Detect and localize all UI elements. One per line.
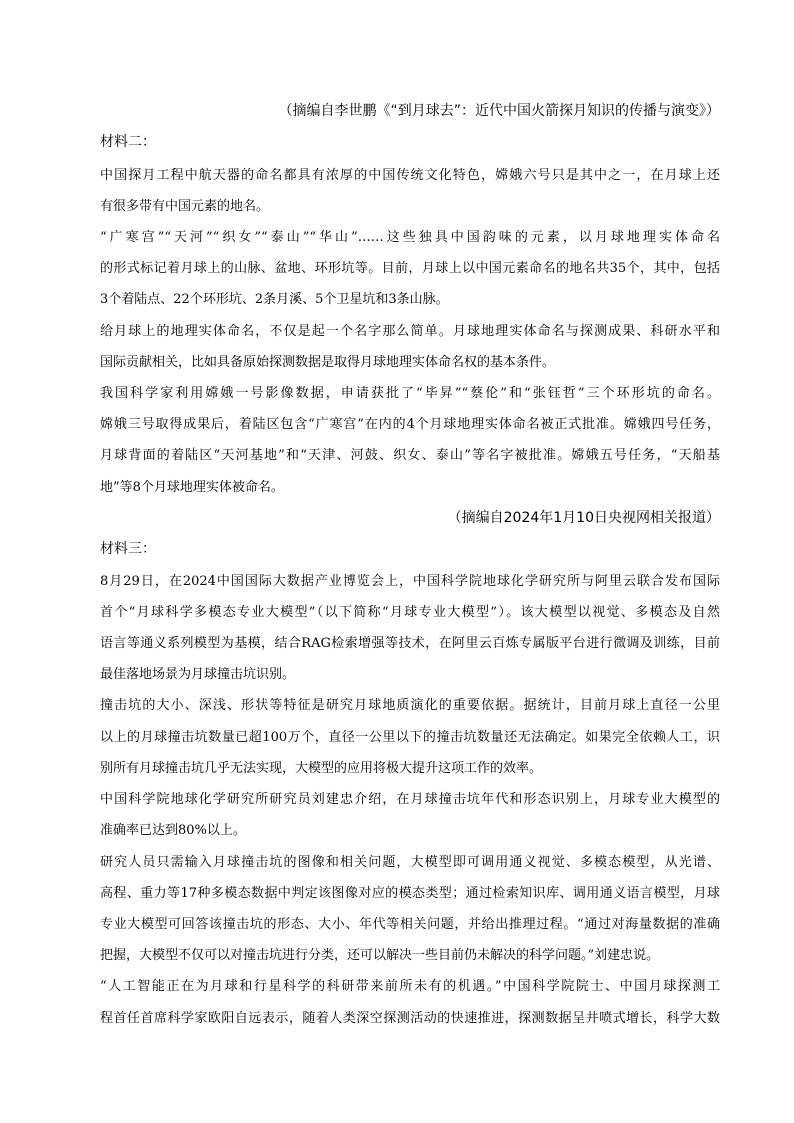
paragraph-line: 8月29日，在2024中国国际大数据产业博览会上，中国科学院地球化学研究所与阿里云联合发布国际 <box>100 574 720 589</box>
source-citation-2: （摘编自2024年1月10日央视网相关报道） <box>447 510 720 526</box>
paragraph-line: 首个“月球科学多模态专业大模型”（以下简称“月球专业大模型”）。该大模型以视觉、多模态及自然 <box>100 605 720 620</box>
paragraph-line: 中国探月工程中航天器的命名都具有浓厚的中国传统文化特色，嫦娥六号只是其中之一，在月球上还 <box>100 168 720 183</box>
material-3-heading: 材料三： <box>100 541 156 557</box>
paragraph-line: 月球背面的着陆区“天河基地”和“天津、河鼓、织女、泰山”等名字被批准。嫦娥五号任务，“天船基 <box>100 448 720 463</box>
paragraph-line: 给月球上的地理实体命名，不仅是起一个名字那么简单。月球地理实体命名与探测成果、科研水平和 <box>100 324 720 339</box>
paragraph-line: 以上的月球撞击坑数量已超100万个，直径一公里以下的撞击坑数量还无法确定。如果完全依赖人工，识 <box>100 730 720 745</box>
paragraph-line: 高程、重力等17种多模态数据中判定该图像对应的模态类型；通过检索知识库、调用通义语言模型，月球 <box>100 886 720 901</box>
paragraph-line: 嫦娥三号取得成果后，着陆区包含“广寒宫”在内的4个月球地理实体命名被正式批准。嫦娥四号任务， <box>100 417 720 432</box>
paragraph-line: “人工智能正在为月球和行星科学的科研带来前所未有的机遇。”中国科学院院士、中国月球探测工 <box>100 979 720 994</box>
paragraph-line: 撞击坑的大小、深浅、形状等特征是研究月球地质演化的重要依据。据统计，目前月球上直径一公里 <box>100 698 720 713</box>
source-citation-1: （摘编自李世鹏《“到月球去”：近代中国火箭探月知识的传播与演变》） <box>278 103 720 119</box>
paragraph-line: 国际贡献相关，比如具备原始探测数据是取得月球地理实体命名权的基本条件。 <box>100 355 556 370</box>
paragraph-line: 有很多带有中国元素的地名。 <box>100 199 270 214</box>
paragraph-line: “广寒宫”“天河”“织女”“泰山”“华山”……这些独具中国韵味的元素，以月球地理实体命名 <box>100 230 720 245</box>
material-2-heading: 材料二： <box>100 134 156 150</box>
paragraph-line: 把握，大模型不仅可以对撞击坑进行分类，还可以解决一些目前仍未解决的科学问题。”刘建忠说。 <box>100 948 660 963</box>
paragraph-line: 专业大模型可回答该撞击坑的形态、大小、年代等相关问题，并给出推理过程。“通过对海量数据的准确 <box>100 917 720 932</box>
paragraph-line: 的形式标记着月球上的山脉、盆地、环形坑等。目前，月球上以中国元素命名的地名共35个，其中，包括 <box>100 261 720 276</box>
paragraph-line: 3个着陆点、22个环形坑、2条月溪、5个卫星坑和3条山脉。 <box>100 292 449 307</box>
paragraph-line: 中国科学院地球化学研究所研究员刘建忠介绍，在月球撞击坑年代和形态识别上，月球专业大模型的 <box>100 792 720 807</box>
paragraph-line: 语言等通义系列模型为基模，结合RAG检索增强等技术，在阿里云百炼专属版平台进行微调及训练，目前 <box>100 636 720 651</box>
paragraph-line: 最佳落地场景为月球撞击坑识别。 <box>100 667 296 682</box>
paragraph-line: 研究人员只需输入月球撞击坑的图像和相关问题，大模型即可调用通义视觉、多模态模型，从光谱、 <box>100 855 720 870</box>
paragraph-line: 别所有月球撞击坑几乎无法实现，大模型的应用将极大提升这项工作的效率。 <box>100 761 543 776</box>
paragraph-line: 我国科学家利用嫦娥一号影像数据，申请获批了“毕昇”“蔡伦”和“张钰哲”三个环形坑的命名。 <box>100 386 720 401</box>
paragraph-line: 地”等8个月球地理实体被命名。 <box>100 480 284 495</box>
paragraph-line: 程首任首席科学家欧阳自远表示，随着人类深空探测活动的快速推进，探测数据呈井喷式增长，科学大数 <box>100 1011 720 1026</box>
paragraph-line: 准确率已达到80%以上。 <box>100 823 246 838</box>
